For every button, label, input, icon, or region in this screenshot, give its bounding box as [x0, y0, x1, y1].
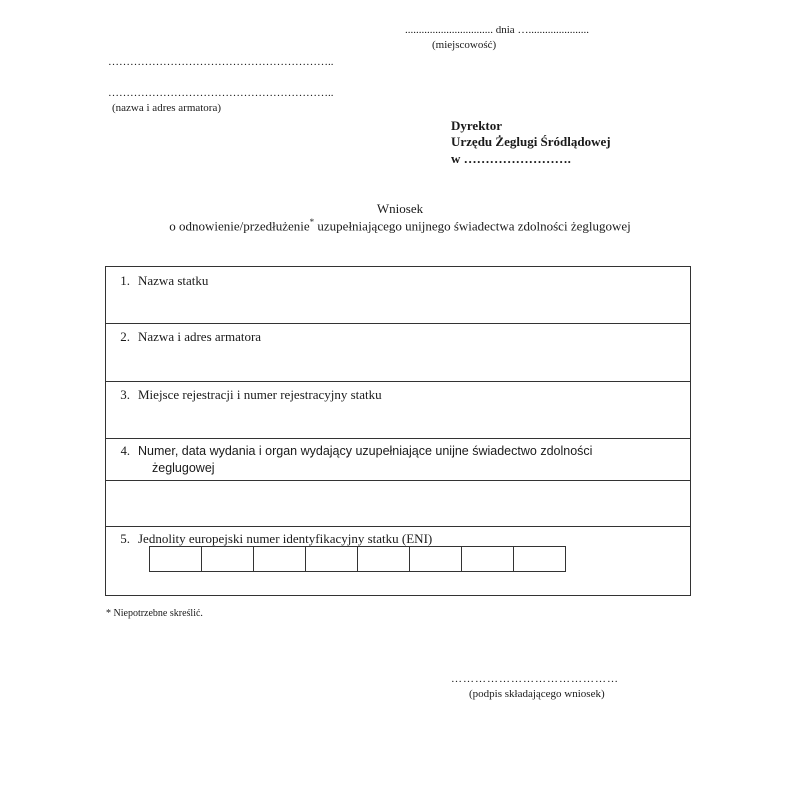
row-owner-name-address — [106, 329, 261, 345]
eni-digit-cell[interactable] — [306, 547, 358, 571]
row-ship-name — [106, 273, 208, 289]
subtitle-part-b: uzupełniającego unijnego świadectwa zdolności żeglugowej — [314, 218, 631, 234]
signature-line: …………………………………… — [451, 673, 619, 685]
document-title: Wniosek — [376, 201, 424, 216]
row-certificate-details — [106, 444, 592, 459]
row-label: Nazwa statku — [138, 273, 209, 288]
row-divider — [106, 480, 690, 481]
addressee-line-2: Urzędu Żeglugi Śródlądowej — [451, 134, 611, 149]
row-eni — [106, 531, 432, 547]
signature-caption: (podpis składającego wniosek) — [469, 688, 605, 700]
eni-digit-cell[interactable] — [254, 547, 306, 571]
row-divider — [106, 381, 690, 382]
row-number: 5. — [120, 531, 130, 546]
row-number: 4. — [120, 444, 130, 458]
application-form-table — [105, 266, 691, 596]
eni-digit-cell[interactable] — [202, 547, 254, 571]
place-caption: (miejscowość) — [432, 39, 497, 51]
row-label: Numer, data wydania i organ wydający uzupełniające unijne świadectwo zdolności — [138, 444, 593, 458]
row-divider — [106, 323, 690, 324]
row-number: 3. — [120, 387, 130, 402]
addressee-line-3: w ……………………. — [451, 151, 571, 166]
row-number: 2. — [120, 329, 130, 344]
row-label: Nazwa i adres armatora — [138, 329, 262, 344]
row-divider — [106, 438, 690, 439]
subtitle-asterisk: * — [309, 217, 315, 227]
eni-digit-cell[interactable] — [410, 547, 462, 571]
row-label: Miejsce rejestracji i numer rejestracyjny statku — [138, 387, 382, 402]
row-number: 1. — [120, 273, 130, 288]
owner-line-2: …………………………………………………….. — [108, 87, 334, 99]
row-label: Jednolity europejski numer identyfikacyjny statku (ENI) — [138, 531, 433, 546]
addressee-line-1: Dyrektor — [451, 118, 503, 133]
row-certificate-details-cont: żeglugowej — [152, 461, 215, 475]
owner-line-1: …………………………………………………….. — [108, 56, 334, 68]
place-date-line: ................................ dnia …...................... — [405, 24, 589, 36]
owner-caption: (nazwa i adres armatora) — [112, 102, 222, 114]
footnote: * Niepotrzebne skreślić. — [106, 608, 203, 619]
row-registration — [106, 387, 382, 403]
eni-digit-cell[interactable] — [150, 547, 202, 571]
eni-digit-cell[interactable] — [358, 547, 410, 571]
subtitle-part-a: o odnowienie/przedłużenie — [169, 218, 310, 234]
eni-input-grid — [149, 546, 566, 572]
row-divider — [106, 526, 690, 527]
eni-digit-cell[interactable] — [462, 547, 514, 571]
eni-digit-cell[interactable] — [514, 547, 566, 571]
document-subtitle — [0, 217, 800, 234]
